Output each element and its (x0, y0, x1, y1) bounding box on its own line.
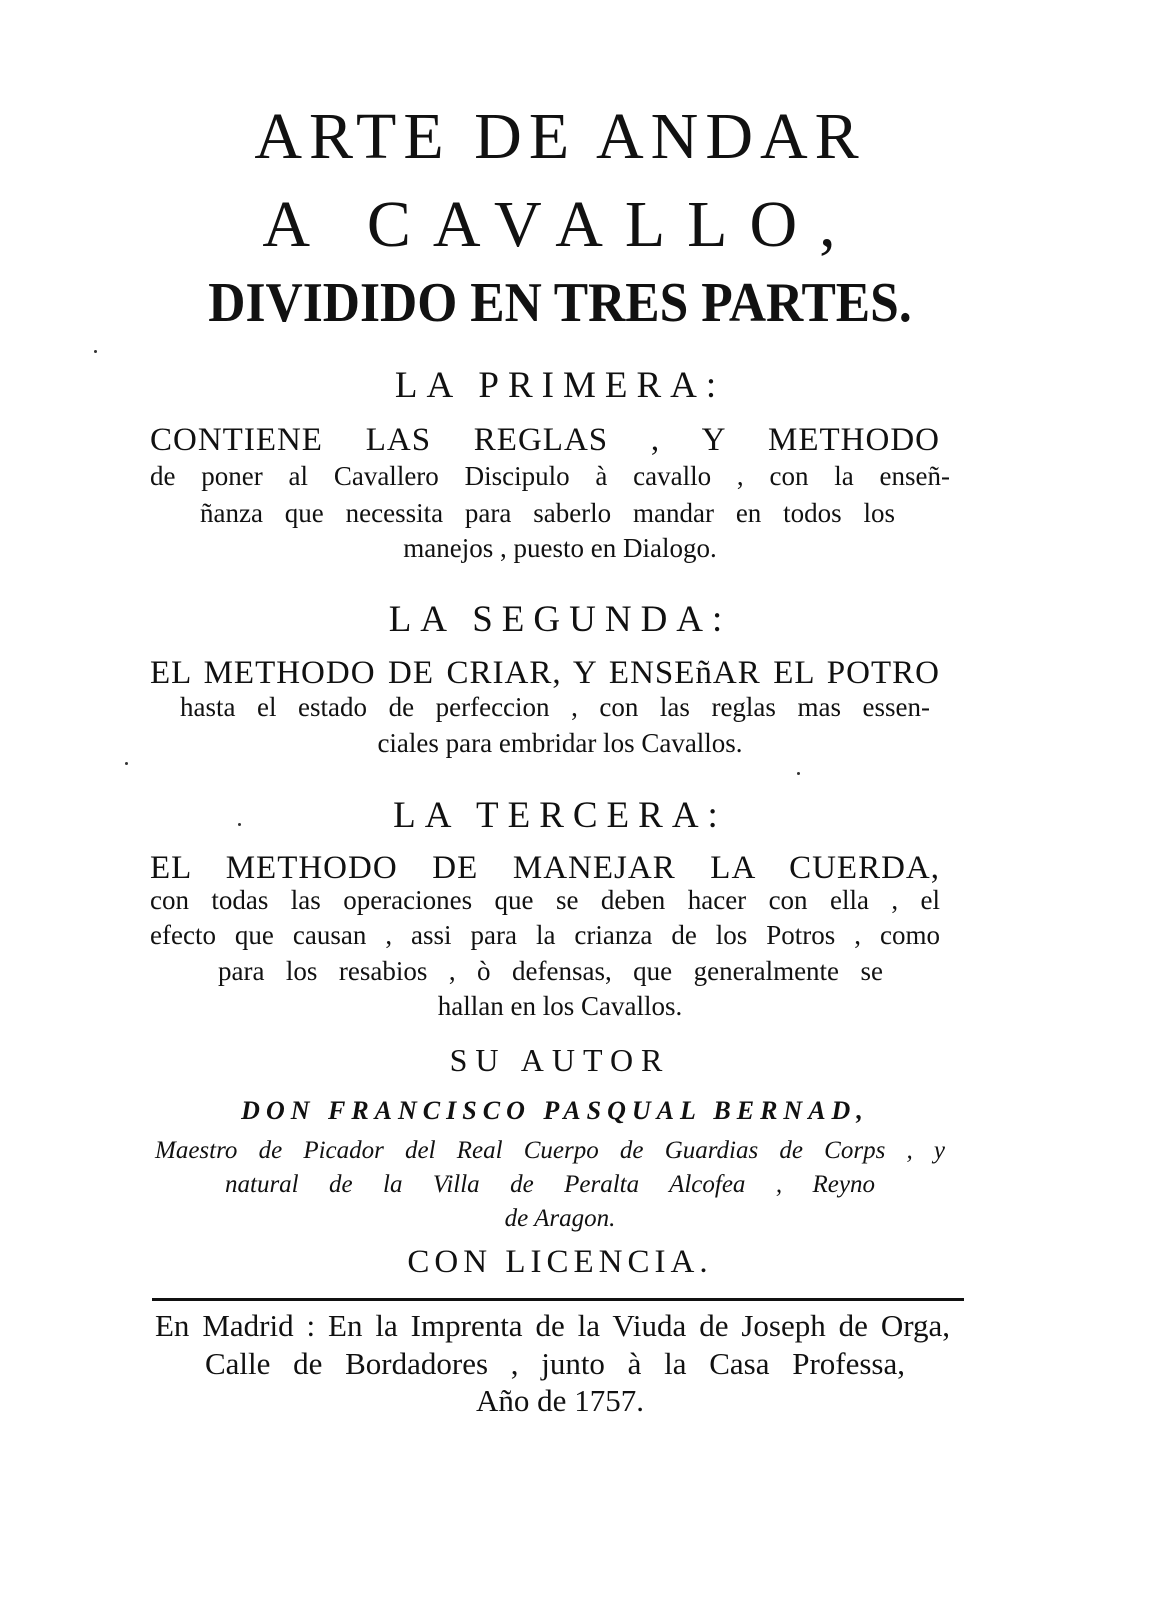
part-one-line-3: ñanza que necessita para saberlo mandar en todos los (200, 498, 895, 528)
part-one-line-4: manejos , puesto en Dialogo. (403, 533, 717, 563)
scan-speck (125, 762, 128, 765)
part-three-line-2: con todas las operaciones que se deben hacer con ella , el (150, 885, 940, 915)
part-two-heading: LA SEGUNDA: (388, 599, 732, 640)
imprint-rule (152, 1298, 964, 1301)
part-one-line-1: CONTIENE LAS REGLAS , Y METHODO (150, 422, 940, 458)
part-three-line-1: EL METHODO DE MANEJAR LA CUERDA, (150, 850, 940, 886)
title-line-1: ARTE DE ANDAR (254, 100, 866, 173)
part-one-heading: LA PRIMERA: (394, 365, 726, 406)
title-line-3: DIVIDIDO EN TRES PARTES. (208, 272, 912, 334)
title-line-2: A CAVALLO, (262, 188, 858, 261)
part-three-line-3: efecto que causan , assi para la crianza de los Potros , como (150, 920, 940, 950)
part-two-line-2: hasta el estado de perfeccion , con las reglas mas essen- (180, 692, 930, 722)
part-one-line-2: de poner al Cavallero Discipulo à cavallo , con la enseñ- (150, 461, 950, 491)
part-three-heading: LA TERCERA: (393, 795, 727, 836)
author-name: DON FRANCISCO PASQUAL BERNAD, (241, 1096, 869, 1125)
imprint-line-2: Calle de Bordadores , junto à la Casa Professa, (205, 1346, 905, 1381)
scan-speck (797, 772, 800, 775)
part-two-line-3: ciales para embridar los Cavallos. (377, 728, 743, 758)
author-line-3: de Aragon. (504, 1205, 616, 1232)
part-two-line-1: EL METHODO DE CRIAR, Y ENSEñAR EL POTRO (150, 655, 940, 691)
author-heading: SU AUTOR (449, 1042, 671, 1078)
scan-speck (238, 823, 241, 826)
imprint-line-3: Año de 1757. (476, 1383, 644, 1418)
part-three-line-4: para los resabios , ò defensas, que generalmente se (218, 956, 883, 986)
author-line-2: natural de la Villa de Peralta Alcofea , Reyno (225, 1171, 875, 1198)
imprint-line-1: En Madrid : En la Imprenta de la Viuda de Joseph de Orga, (155, 1308, 950, 1343)
scan-speck (94, 350, 97, 353)
author-line-1: Maestro de Picador del Real Cuerpo de Guardias de Corps , y (155, 1137, 945, 1164)
part-three-line-5: hallan en los Cavallos. (437, 991, 683, 1021)
licence-line: CON LICENCIA. (407, 1244, 713, 1280)
